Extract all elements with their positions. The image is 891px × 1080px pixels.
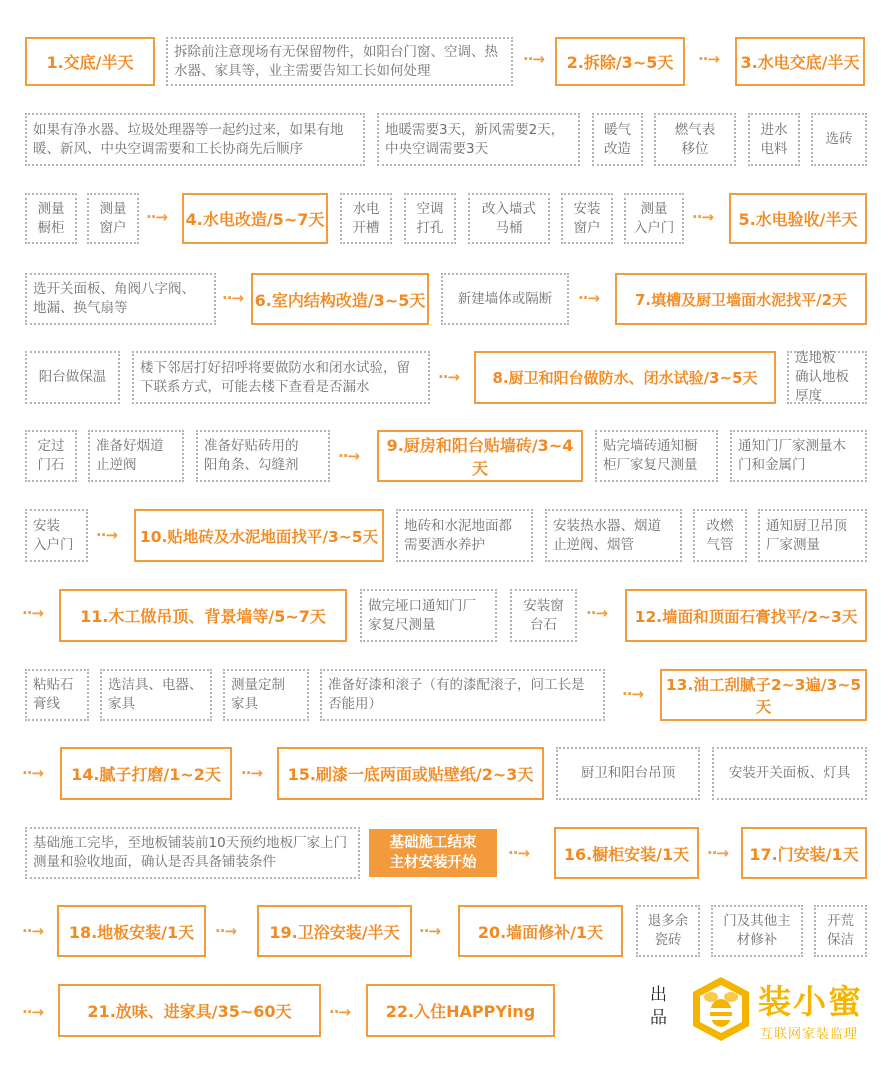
note-box: 选砖 <box>811 113 867 166</box>
note-box: 门及其他主 材修补 <box>711 905 803 957</box>
note-box: 厨卫和阳台吊顶 <box>556 747 700 800</box>
step-box: 19.卫浴安装/半天 <box>257 905 412 957</box>
flow-arrow: ··→ <box>622 685 643 703</box>
step-box: 15.刷漆一底两面或贴壁纸/2~3天 <box>277 747 544 800</box>
note-box: 安装窗 台石 <box>510 589 577 642</box>
note-box: 地暖需要3天，新风需要2天，中央空调需要3天 <box>377 113 580 166</box>
step-box: 6.室内结构改造/3~5天 <box>251 273 429 325</box>
flow-arrow: ··→ <box>578 289 599 307</box>
note-box: 准备好漆和滚子（有的漆配滚子，问工长是否能用） <box>320 669 605 721</box>
step-box: 8.厨卫和阳台做防水、闭水试验/3~5天 <box>474 351 776 404</box>
note-box: 通知门厂家测量木门和金属门 <box>730 430 867 482</box>
note-box: 测量 橱柜 <box>25 193 77 244</box>
note-box: 开荒 保洁 <box>814 905 867 957</box>
note-box: 安装 窗户 <box>561 193 613 244</box>
step-box: 22.入住HAPPYing <box>366 984 555 1037</box>
flow-arrow: ··→ <box>96 526 117 544</box>
note-box: 准备好烟道 止逆阀 <box>88 430 184 482</box>
note-box: 燃气表 移位 <box>654 113 736 166</box>
note-box: 选开关面板、角阀八字阀、地漏、换气扇等 <box>25 273 216 325</box>
flow-arrow: ··→ <box>329 1003 350 1021</box>
flow-arrow: ··→ <box>586 604 607 622</box>
note-box: 退多余 瓷砖 <box>636 905 700 957</box>
step-box: 3.水电交底/半天 <box>735 37 865 86</box>
step-box: 4.水电改造/5~7天 <box>182 193 328 244</box>
note-box: 测量 窗户 <box>87 193 139 244</box>
step-box: 1.交底/半天 <box>25 37 155 86</box>
step-box: 18.地板安装/1天 <box>57 905 206 957</box>
flow-arrow: ··→ <box>707 844 728 862</box>
note-box: 改入墙式 马桶 <box>468 193 550 244</box>
bee-logo-icon <box>690 975 752 1043</box>
note-box: 准备好贴砖用的 阳角条、勾缝剂 <box>196 430 330 482</box>
step-box: 20.墙面修补/1天 <box>458 905 623 957</box>
note-box: 如果有净水器、垃圾处理器等一起约过来，如果有地暖、新风、中央空调需要和工长协商先后顺序 <box>25 113 365 166</box>
flow-arrow: ··→ <box>22 1003 43 1021</box>
flow-arrow: ··→ <box>438 368 459 386</box>
note-box: 通知厨卫吊顶 厂家测量 <box>758 509 867 562</box>
note-box: 水电 开槽 <box>340 193 392 244</box>
step-box: 17.门安装/1天 <box>741 827 867 879</box>
note-box: 贴完墙砖通知橱柜厂家复尺测量 <box>595 430 718 482</box>
note-box: 粘贴石 膏线 <box>25 669 89 721</box>
note-box: 楼下邻居打好招呼将要做防水和闭水试验，留下联系方式，可能去楼下查看是否漏水 <box>132 351 430 404</box>
note-box: 定过 门石 <box>25 430 77 482</box>
note-box: 选洁具、电器、 家具 <box>100 669 212 721</box>
note-box: 阳台做保温 <box>25 351 120 404</box>
flow-arrow: ··→ <box>22 764 43 782</box>
milestone-badge: 基础施工结束 主材安装开始 <box>369 829 497 877</box>
flow-arrow: ··→ <box>419 922 440 940</box>
step-box: 2.拆除/3~5天 <box>555 37 685 86</box>
note-box: 进水 电料 <box>748 113 800 166</box>
note-box: 拆除前注意现场有无保留物件，如阳台门窗、空调、热水器、家具等，业主需要告知工长如何处理 <box>166 37 513 86</box>
note-box: 测量定制 家具 <box>223 669 309 721</box>
note-box: 安装 入户门 <box>25 509 88 562</box>
flow-arrow: ··→ <box>146 208 167 226</box>
step-box: 7.填槽及厨卫墙面水泥找平/2天 <box>615 273 867 325</box>
step-box: 16.橱柜安装/1天 <box>554 827 699 879</box>
note-box: 安装开关面板、灯具 <box>712 747 867 800</box>
produced-by-label: 出品 <box>646 985 666 1031</box>
step-box: 12.墙面和顶面石膏找平/2~3天 <box>625 589 867 642</box>
flow-arrow: ··→ <box>523 50 544 68</box>
flow-arrow: ··→ <box>698 50 719 68</box>
step-box: 10.贴地砖及水泥地面找平/3~5天 <box>134 509 384 562</box>
note-box: 测量 入户门 <box>624 193 684 244</box>
step-box: 14.腻子打磨/1~2天 <box>60 747 232 800</box>
step-box: 9.厨房和阳台贴墙砖/3~4天 <box>377 430 583 482</box>
note-box: 地砖和水泥地面都需要洒水养护 <box>396 509 533 562</box>
flow-arrow: ··→ <box>22 922 43 940</box>
flow-arrow: ··→ <box>692 208 713 226</box>
flow-arrow: ··→ <box>222 289 243 307</box>
note-box: 选地板 确认地板厚度 <box>787 351 867 404</box>
note-box: 做完垭口通知门厂家复尺测量 <box>360 589 497 642</box>
step-box: 21.放味、进家具/35~60天 <box>58 984 321 1037</box>
note-box: 安装热水器、烟道止逆阀、烟管 <box>545 509 682 562</box>
flow-arrow: ··→ <box>215 922 236 940</box>
step-box: 5.水电验收/半天 <box>729 193 867 244</box>
note-box: 新建墙体或隔断 <box>441 273 569 325</box>
brand-tagline: 互联网家装监理 <box>760 1027 859 1042</box>
flow-arrow: ··→ <box>338 447 359 465</box>
flow-arrow: ··→ <box>22 604 43 622</box>
flow-arrow: ··→ <box>508 844 529 862</box>
note-box: 基础施工完毕，至地板铺装前10天预约地板厂家上门测量和验收地面，确认是否具备铺装条件 <box>25 827 360 879</box>
step-box: 11.木工做吊顶、背景墙等/5~7天 <box>59 589 347 642</box>
note-box: 改燃 气管 <box>693 509 747 562</box>
step-box: 13.油工刮腻子2~3遍/3~5天 <box>660 669 867 721</box>
note-box: 空调 打孔 <box>404 193 456 244</box>
flow-arrow: ··→ <box>241 764 262 782</box>
note-box: 暖气 改造 <box>592 113 643 166</box>
brand-name: 装小蜜 <box>758 982 863 1021</box>
